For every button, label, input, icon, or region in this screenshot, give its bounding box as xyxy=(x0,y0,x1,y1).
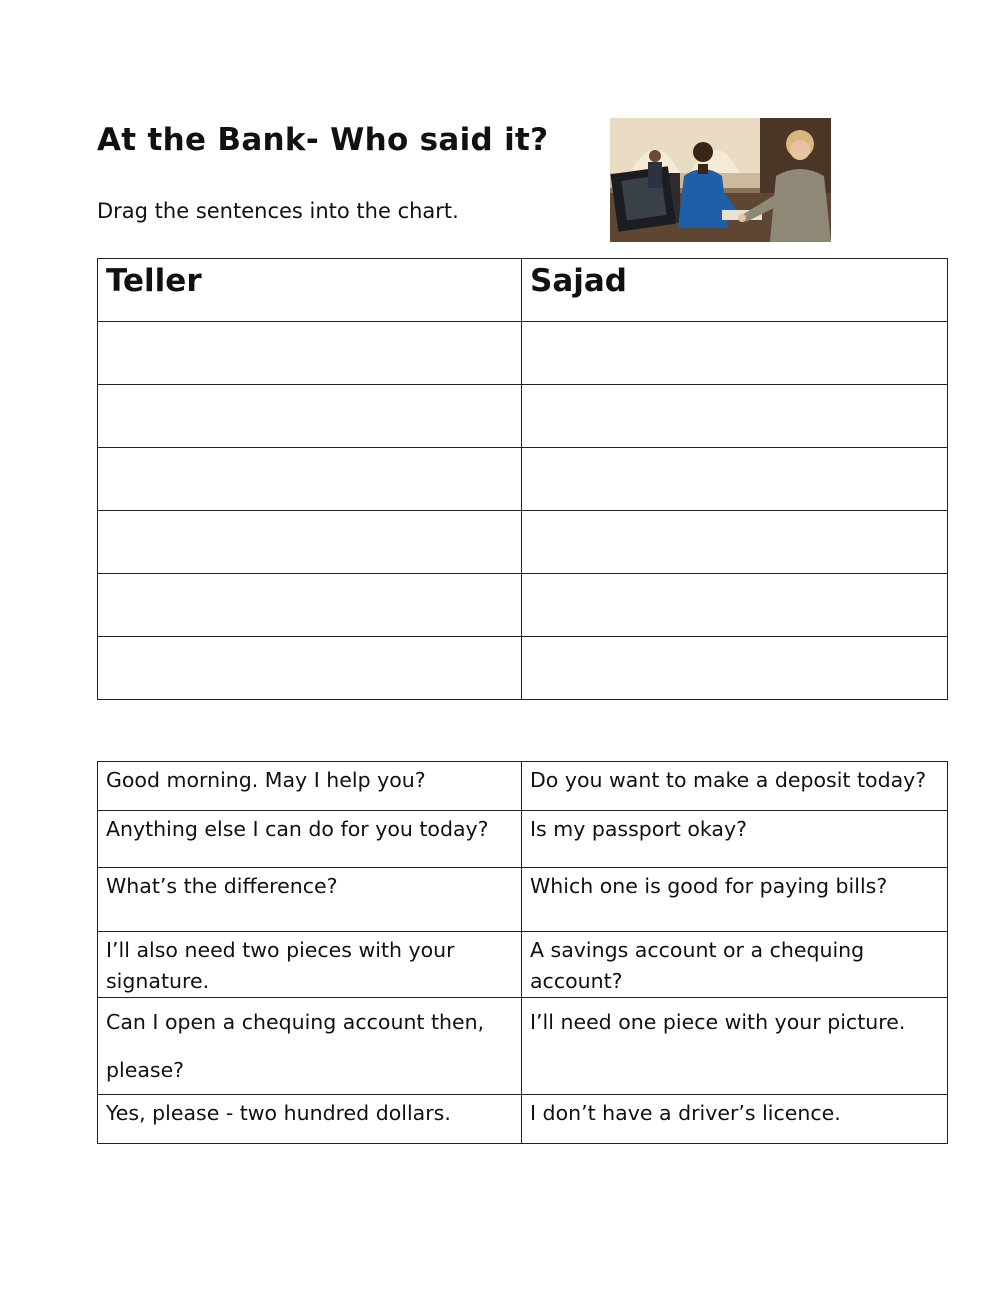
chart-row xyxy=(98,511,948,574)
column-header-sajad: Sajad xyxy=(522,259,948,322)
drop-target-teller[interactable] xyxy=(98,322,522,385)
draggable-sentence[interactable]: Is my passport okay? xyxy=(522,811,948,868)
drop-target-sajad[interactable] xyxy=(522,448,948,511)
draggable-sentence[interactable]: I’ll also need two pieces with your signature. xyxy=(98,932,522,998)
drop-target-sajad[interactable] xyxy=(522,511,948,574)
sentence-row xyxy=(98,1095,948,1144)
drop-target-sajad[interactable] xyxy=(522,637,948,700)
chart-row xyxy=(98,322,948,385)
worksheet-title: At the Bank- Who said it? xyxy=(97,122,549,158)
chart-row xyxy=(98,448,948,511)
sentence-row xyxy=(98,932,948,998)
sentence-bank xyxy=(97,761,948,1144)
draggable-sentence[interactable]: Anything else I can do for you today? xyxy=(98,811,522,868)
drop-target-teller[interactable] xyxy=(98,511,522,574)
drop-target-teller[interactable] xyxy=(98,574,522,637)
chart-row xyxy=(98,385,948,448)
sorting-chart xyxy=(97,258,948,700)
draggable-sentence[interactable]: Good morning. May I help you? xyxy=(98,762,522,811)
draggable-sentence[interactable]: Do you want to make a deposit today? xyxy=(522,762,948,811)
column-header-teller: Teller xyxy=(98,259,522,322)
sentence-row xyxy=(98,998,948,1095)
draggable-sentence[interactable]: Which one is good for paying bills? xyxy=(522,868,948,932)
drop-target-sajad[interactable] xyxy=(522,385,948,448)
sentence-row xyxy=(98,762,948,811)
instruction-text: Drag the sentences into the chart. xyxy=(97,199,459,223)
drop-target-teller[interactable] xyxy=(98,385,522,448)
drop-target-sajad[interactable] xyxy=(522,322,948,385)
drop-target-teller[interactable] xyxy=(98,637,522,700)
bank-teller-photo xyxy=(610,118,831,242)
chart-row xyxy=(98,637,948,700)
sentence-row xyxy=(98,811,948,868)
chart-row xyxy=(98,574,948,637)
draggable-sentence[interactable]: I’ll need one piece with your picture. xyxy=(522,998,948,1095)
sentence-row xyxy=(98,868,948,932)
draggable-sentence[interactable]: I don’t have a driver’s licence. xyxy=(522,1095,948,1144)
drop-target-teller[interactable] xyxy=(98,448,522,511)
chart-header-row xyxy=(98,259,948,322)
draggable-sentence[interactable]: Can I open a chequing account then, please? xyxy=(98,998,522,1095)
draggable-sentence[interactable]: What’s the difference? xyxy=(98,868,522,932)
draggable-sentence[interactable]: A savings account or a chequing account? xyxy=(522,932,948,998)
draggable-sentence[interactable]: Yes, please - two hundred dollars. xyxy=(98,1095,522,1144)
drop-target-sajad[interactable] xyxy=(522,574,948,637)
